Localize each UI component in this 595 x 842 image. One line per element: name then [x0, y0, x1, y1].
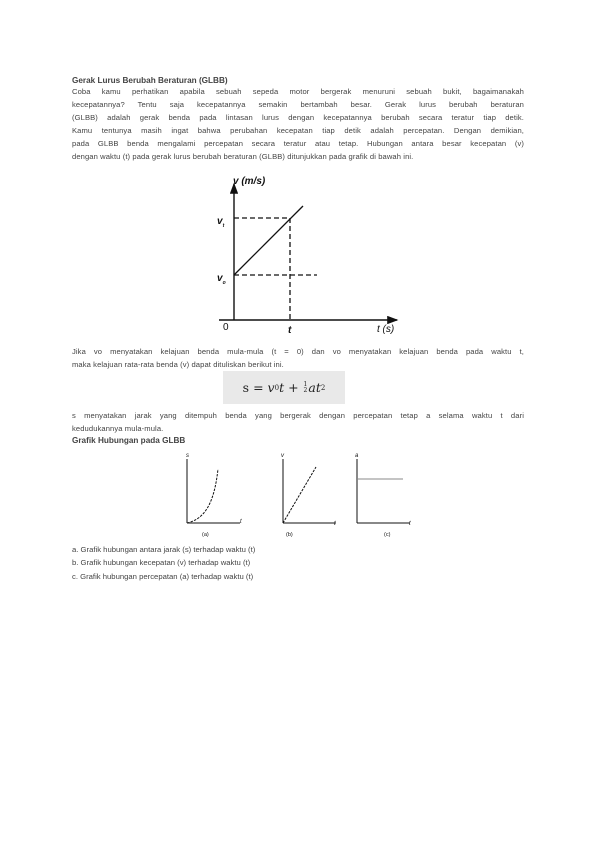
graph-distance-time — [176, 447, 251, 542]
velocity-line — [234, 206, 303, 275]
x-label: t — [240, 519, 242, 525]
paragraph-line: kecepatannya? Tentu saja kecepatannya semakin bertambah besar. Gerak lurus berubah beraturan — [72, 100, 524, 110]
x-axis-label: t (s) — [377, 324, 395, 335]
linear-line — [283, 467, 316, 523]
y-label: v — [281, 453, 284, 459]
t-tick-label: t — [288, 325, 292, 336]
caption: (c) — [384, 532, 391, 538]
paragraph-line: (GLBB) adalah gerak benda pada lintasan lurus dengan kecepatannya berubah secara teratur tiap detik. — [72, 113, 524, 123]
vt-label: $v_t$ — [217, 216, 225, 229]
y-label: a — [355, 453, 359, 459]
y-axis-label: v (m/s) — [233, 176, 266, 187]
paragraph-line: dengan waktu (t) pada gerak lurus berubah beraturan (GLBB) ditunjukkan pada grafik di bawah ini. — [72, 152, 414, 162]
paragraph-line: Coba kamu perhatikan apabila sebuah sepeda motor bergerak menuruni sebuah bukit, bagaimanakah — [72, 87, 524, 96]
paragraph-line: Jika vo menyatakan kelajuan benda mula-mula (t = 0) dan vo menyatakan kelajuan benda pada waktu t, — [72, 347, 524, 356]
section-title: Gerak Lurus Berubah Beraturan (GLBB) — [72, 76, 228, 85]
paragraph-line: Kamu tentunya masih ingat bahwa perubahan kecepatan tiap detik adalah percepatan. Dengan demikian, — [72, 126, 524, 136]
list-item: c. Grafik hubungan percepatan (a) terhadap waktu (t) — [72, 571, 254, 581]
y-label: s — [186, 453, 189, 459]
paragraph-line: kedudukannya mula-mula. — [72, 424, 164, 434]
intro-paragraph — [72, 85, 524, 164]
distance-paragraph — [72, 409, 524, 435]
vo-label: $v_o$ — [217, 273, 226, 286]
paragraph-line: maka kelajuan rata-rata benda (v) dapat dituliskan berikut ini. — [72, 360, 284, 370]
caption: (b) — [286, 532, 293, 538]
x-label: t — [334, 521, 336, 527]
list-item: b. Grafik hubungan kecepatan (v) terhadap waktu (t) — [72, 558, 251, 568]
velocity-time-graph — [205, 170, 415, 340]
section-subtitle: Grafik Hubungan pada GLBB — [72, 436, 186, 445]
parabola-curve — [187, 469, 218, 523]
list-item: a. Grafik hubungan antara jarak (s) terhadap waktu (t) — [72, 545, 256, 554]
distance-formula: s = v 0 t + 1 2 at 2 — [242, 380, 326, 395]
formula-box — [223, 371, 345, 404]
graph-description-list — [72, 543, 255, 583]
graph-velocity-time — [272, 447, 347, 542]
graph-acceleration-time — [346, 447, 421, 542]
origin-label: 0 — [223, 322, 229, 333]
paragraph-line: s menyatakan jarak yang ditempuh benda yang bergerak dengan percepatan tetap a selama waktu t dari — [72, 411, 524, 420]
average-speed-paragraph — [72, 345, 524, 371]
caption: (a) — [202, 532, 209, 538]
x-label: t — [409, 521, 411, 527]
paragraph-line: pada GLBB benda mengalami percepatan secara teratur atau tetap. Hubungan antara besar kecepatan (v) — [72, 139, 524, 149]
